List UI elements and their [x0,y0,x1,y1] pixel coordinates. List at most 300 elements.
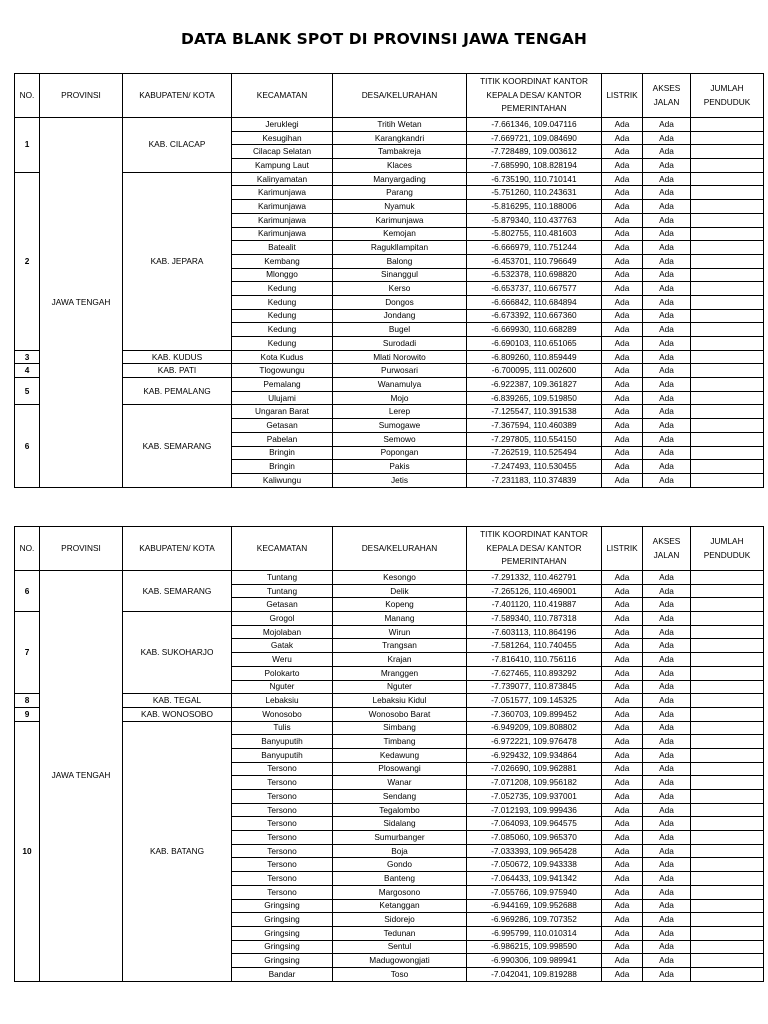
listrik-cell: Ada [602,309,643,323]
listrik-cell: Ada [602,967,643,981]
jumlah-penduduk-cell [691,118,764,132]
desa-cell: Ragukllampitan [333,241,467,255]
kecamatan-cell: Karimunjawa [232,186,333,200]
koordinat-cell: -5.816295, 110.188006 [467,200,602,214]
table-row [15,172,764,186]
akses-jalan-cell: Ada [643,831,691,845]
kecamatan-cell: Kedung [232,295,333,309]
koordinat-cell: -6.453701, 110.796649 [467,254,602,268]
kecamatan-cell: Gringsing [232,926,333,940]
akses-jalan-cell: Ada [643,639,691,653]
jumlah-penduduk-cell [691,432,764,446]
jumlah-penduduk-cell [691,694,764,708]
jumlah-penduduk-cell [691,172,764,186]
akses-jalan-cell: Ada [643,213,691,227]
listrik-cell: Ada [602,172,643,186]
jumlah-penduduk-cell [691,145,764,159]
koordinat-cell: -6.809260, 110.859449 [467,350,602,364]
akses-jalan-cell: Ada [643,872,691,886]
koordinat-cell: -6.990306, 109.989941 [467,954,602,968]
desa-cell: Bugel [333,323,467,337]
kecamatan-cell: Lebaksiu [232,694,333,708]
row-number: 5 [15,378,40,405]
akses-jalan-cell: Ada [643,350,691,364]
kecamatan-cell: Kedung [232,282,333,296]
desa-cell: Margosono [333,885,467,899]
akses-jalan-cell: Ada [643,473,691,487]
desa-cell: Sidorejo [333,913,467,927]
col-listrik-header [602,74,643,118]
akses-jalan-cell: Ada [643,282,691,296]
jumlah-penduduk-cell [691,707,764,721]
kabupaten-cell: KAB. JEPARA [123,172,232,350]
header-text: PROVINSI [61,542,101,553]
desa-cell: Jetis [333,473,467,487]
desa-cell: Popongan [333,446,467,460]
listrik-cell: Ada [602,145,643,159]
blank-spot-table-1 [14,73,764,488]
koordinat-cell: -6.949209, 109.808802 [467,721,602,735]
table-row [15,378,764,392]
desa-cell: Kopeng [333,598,467,612]
jumlah-penduduk-cell [691,227,764,241]
akses-jalan-cell: Ada [643,241,691,255]
koordinat-cell: -7.589340, 110.787318 [467,612,602,626]
listrik-cell: Ada [602,364,643,378]
jumlah-penduduk-cell [691,899,764,913]
koordinat-cell: -7.739077, 110.873845 [467,680,602,694]
desa-cell: Manyargading [333,172,467,186]
desa-cell: Kemojan [333,227,467,241]
kecamatan-cell: Kedung [232,309,333,323]
desa-cell: Sentul [333,940,467,954]
akses-jalan-cell: Ada [643,186,691,200]
koordinat-cell: -6.922387, 109.361827 [467,378,602,392]
listrik-cell: Ada [602,639,643,653]
listrik-cell: Ada [602,186,643,200]
koordinat-cell: -7.816410, 110.756116 [467,653,602,667]
listrik-cell: Ada [602,350,643,364]
kecamatan-cell: Cilacap Selatan [232,145,333,159]
col-no-header [15,527,40,571]
header-text: JALAN [653,549,680,560]
akses-jalan-cell: Ada [643,790,691,804]
kecamatan-cell: Weru [232,653,333,667]
kabupaten-cell: KAB. PATI [123,364,232,378]
kabupaten-cell: KAB. WONOSOBO [123,707,232,721]
header-text: KECAMATAN [256,542,308,553]
akses-jalan-cell: Ada [643,762,691,776]
listrik-cell: Ada [602,625,643,639]
listrik-cell: Ada [602,926,643,940]
jumlah-penduduk-cell [691,954,764,968]
akses-jalan-cell: Ada [643,913,691,927]
kecamatan-cell: Tersono [232,762,333,776]
header-text: DESA/KELURAHAN [361,542,438,553]
listrik-cell: Ada [602,735,643,749]
koordinat-cell: -7.360703, 109.899452 [467,707,602,721]
akses-jalan-cell: Ada [643,598,691,612]
koordinat-cell: -7.367594, 110.460389 [467,419,602,433]
desa-cell: Karangkandri [333,131,467,145]
header-text: PEMERINTAHAN [501,556,567,567]
desa-cell: Plosowangi [333,762,467,776]
table-row [15,707,764,721]
desa-cell: Parang [333,186,467,200]
kecamatan-cell: Grogol [232,612,333,626]
listrik-cell: Ada [602,762,643,776]
akses-jalan-cell: Ada [643,612,691,626]
koordinat-cell: -7.262519, 110.525494 [467,446,602,460]
kecamatan-cell: Ulujami [232,391,333,405]
listrik-cell: Ada [602,817,643,831]
header-text: KEPALA DESA/ KANTOR [486,89,582,100]
jumlah-penduduk-cell [691,844,764,858]
koordinat-cell: -7.033393, 109.965428 [467,844,602,858]
listrik-cell: Ada [602,323,643,337]
listrik-cell: Ada [602,790,643,804]
listrik-cell: Ada [602,776,643,790]
koordinat-cell: -6.969286, 109.707352 [467,913,602,927]
koordinat-cell: -6.995799, 110.010314 [467,926,602,940]
koordinat-cell: -6.673392, 110.667360 [467,309,602,323]
listrik-cell: Ada [602,707,643,721]
jumlah-penduduk-cell [691,350,764,364]
koordinat-cell: -7.125547, 110.391538 [467,405,602,419]
koordinat-cell: -6.666979, 110.751244 [467,241,602,255]
header-text: KABUPATEN/ KOTA [139,542,215,553]
listrik-cell: Ada [602,885,643,899]
table-row [15,350,764,364]
kecamatan-cell: Mlonggo [232,268,333,282]
jumlah-penduduk-cell [691,885,764,899]
kecamatan-cell: Gringsing [232,940,333,954]
jumlah-penduduk-cell [691,612,764,626]
listrik-cell: Ada [602,598,643,612]
jumlah-penduduk-cell [691,817,764,831]
listrik-cell: Ada [602,118,643,132]
listrik-cell: Ada [602,213,643,227]
listrik-cell: Ada [602,446,643,460]
header-text: PEMERINTAHAN [501,103,567,114]
kecamatan-cell: Bringin [232,446,333,460]
akses-jalan-cell: Ada [643,419,691,433]
kecamatan-cell: Kalinyamatan [232,172,333,186]
jumlah-penduduk-cell [691,913,764,927]
akses-jalan-cell: Ada [643,721,691,735]
desa-cell: Tegalombo [333,803,467,817]
desa-cell: Nguter [333,680,467,694]
koordinat-cell: -7.051577, 109.145325 [467,694,602,708]
desa-cell: Krajan [333,653,467,667]
jumlah-penduduk-cell [691,776,764,790]
jumlah-penduduk-cell [691,446,764,460]
jumlah-penduduk-cell [691,364,764,378]
col-kecamatan-header [232,74,333,118]
table-row [15,694,764,708]
koordinat-cell: -5.879340, 110.437763 [467,213,602,227]
jumlah-penduduk-cell [691,473,764,487]
akses-jalan-cell: Ada [643,145,691,159]
kecamatan-cell: Banyuputih [232,748,333,762]
kecamatan-cell: Bandar [232,967,333,981]
desa-cell: Ketanggan [333,899,467,913]
kabupaten-cell: KAB. PEMALANG [123,378,232,405]
desa-cell: Timbang [333,735,467,749]
desa-cell: Nyamuk [333,200,467,214]
col-jumlah-penduduk-header [691,74,764,118]
header-text: AKSES [652,536,681,546]
desa-cell: Mranggen [333,666,467,680]
header-text: AKSES [652,83,681,93]
akses-jalan-cell: Ada [643,858,691,872]
kecamatan-cell: Mojolaban [232,625,333,639]
koordinat-cell: -7.085060, 109.965370 [467,831,602,845]
desa-cell: Toso [333,967,467,981]
table-row [15,612,764,626]
kecamatan-cell: Tersono [232,831,333,845]
kecamatan-cell: Wonosobo [232,707,333,721]
akses-jalan-cell: Ada [643,200,691,214]
kecamatan-cell: Ungaran Barat [232,405,333,419]
jumlah-penduduk-cell [691,323,764,337]
table-row [15,405,764,419]
desa-cell: Lebaksiu Kidul [333,694,467,708]
jumlah-penduduk-cell [691,268,764,282]
listrik-cell: Ada [602,227,643,241]
jumlah-penduduk-cell [691,571,764,585]
kecamatan-cell: Gatak [232,639,333,653]
koordinat-cell: -7.603113, 110.864196 [467,625,602,639]
listrik-cell: Ada [602,200,643,214]
koordinat-cell: -7.401120, 110.419887 [467,598,602,612]
header-text: TITIK KOORDINAT KANTOR [480,529,588,540]
table-row [15,721,764,735]
kecamatan-cell: Tersono [232,844,333,858]
row-number: 10 [15,721,40,981]
koordinat-cell: -5.751260, 110.243631 [467,186,602,200]
col-desa-header [333,527,467,571]
listrik-cell: Ada [602,254,643,268]
header-text: NO. [19,542,35,553]
kecamatan-cell: Banyuputih [232,735,333,749]
desa-cell: Sinanggul [333,268,467,282]
jumlah-penduduk-cell [691,186,764,200]
kecamatan-cell: Kesugihan [232,131,333,145]
listrik-cell: Ada [602,241,643,255]
kecamatan-cell: Gringsing [232,954,333,968]
header-text: LISTRIK [606,89,638,100]
akses-jalan-cell: Ada [643,118,691,132]
koordinat-cell: -7.728489, 109.003612 [467,145,602,159]
listrik-cell: Ada [602,694,643,708]
kecamatan-cell: Karimunjawa [232,227,333,241]
jumlah-penduduk-cell [691,721,764,735]
header-text: NO. [19,89,35,100]
col-jumlah-penduduk-header [691,527,764,571]
col-akses-jalan-header [643,74,691,118]
desa-cell: Boja [333,844,467,858]
desa-cell: Balong [333,254,467,268]
desa-cell: Klaces [333,159,467,173]
kabupaten-cell: KAB. CILACAP [123,118,232,173]
kecamatan-cell: Nguter [232,680,333,694]
jumlah-penduduk-cell [691,790,764,804]
listrik-cell: Ada [602,612,643,626]
koordinat-cell: -6.986215, 109.998590 [467,940,602,954]
koordinat-cell: -7.064093, 109.964575 [467,817,602,831]
desa-cell: Manang [333,612,467,626]
koordinat-cell: -7.661346, 109.047116 [467,118,602,132]
kecamatan-cell: Tersono [232,885,333,899]
desa-cell: Delik [333,584,467,598]
kecamatan-cell: Tersono [232,776,333,790]
kecamatan-cell: Tuntang [232,571,333,585]
jumlah-penduduk-cell [691,378,764,392]
jumlah-penduduk-cell [691,967,764,981]
listrik-cell: Ada [602,405,643,419]
col-listrik-header [602,527,643,571]
jumlah-penduduk-cell [691,200,764,214]
desa-cell: Sidalang [333,817,467,831]
col-kabupaten-header [123,527,232,571]
jumlah-penduduk-cell [691,584,764,598]
row-number: 7 [15,612,40,694]
jumlah-penduduk-cell [691,598,764,612]
desa-cell: Wanamulya [333,378,467,392]
listrik-cell: Ada [602,295,643,309]
listrik-cell: Ada [602,337,643,351]
kecamatan-cell: Kembang [232,254,333,268]
col-titik-koordinat-header [467,527,602,571]
kecamatan-cell: Jeruklegi [232,118,333,132]
koordinat-cell: -7.064433, 109.941342 [467,872,602,886]
listrik-cell: Ada [602,159,643,173]
kecamatan-cell: Gringsing [232,913,333,927]
desa-cell: Pakis [333,460,467,474]
akses-jalan-cell: Ada [643,625,691,639]
desa-cell: Purwosari [333,364,467,378]
jumlah-penduduk-cell [691,735,764,749]
koordinat-cell: -6.669930, 110.668289 [467,323,602,337]
desa-cell: Tambakreja [333,145,467,159]
akses-jalan-cell: Ada [643,899,691,913]
akses-jalan-cell: Ada [643,584,691,598]
koordinat-cell: -6.839265, 109.519850 [467,391,602,405]
kecamatan-cell: Tuntang [232,584,333,598]
listrik-cell: Ada [602,391,643,405]
akses-jalan-cell: Ada [643,885,691,899]
jumlah-penduduk-cell [691,282,764,296]
koordinat-cell: -7.026690, 109.962881 [467,762,602,776]
jumlah-penduduk-cell [691,858,764,872]
kecamatan-cell: Kota Kudus [232,350,333,364]
akses-jalan-cell: Ada [643,776,691,790]
row-number: 4 [15,364,40,378]
jumlah-penduduk-cell [691,762,764,776]
row-number: 2 [15,172,40,350]
kecamatan-cell: Tersono [232,817,333,831]
row-number: 1 [15,118,40,173]
listrik-cell: Ada [602,460,643,474]
desa-cell: Trangsan [333,639,467,653]
akses-jalan-cell: Ada [643,254,691,268]
kecamatan-cell: Tulis [232,721,333,735]
header-text: JUMLAH [710,536,744,546]
page-title: DATA BLANK SPOT DI PROVINSI JAWA TENGAH [181,30,587,48]
jumlah-penduduk-cell [691,405,764,419]
akses-jalan-cell: Ada [643,817,691,831]
header-text: KECAMATAN [256,89,308,100]
jumlah-penduduk-cell [691,926,764,940]
desa-cell: Surodadi [333,337,467,351]
akses-jalan-cell: Ada [643,131,691,145]
kecamatan-cell: Pemalang [232,378,333,392]
desa-cell: Wonosobo Barat [333,707,467,721]
col-kecamatan-header [232,527,333,571]
listrik-cell: Ada [602,653,643,667]
row-number: 6 [15,571,40,612]
akses-jalan-cell: Ada [643,323,691,337]
listrik-cell: Ada [602,858,643,872]
listrik-cell: Ada [602,831,643,845]
col-kabupaten-header [123,74,232,118]
kecamatan-cell: Kedung [232,323,333,337]
akses-jalan-cell: Ada [643,803,691,817]
listrik-cell: Ada [602,419,643,433]
akses-jalan-cell: Ada [643,391,691,405]
desa-cell: Tritih Wetan [333,118,467,132]
akses-jalan-cell: Ada [643,694,691,708]
koordinat-cell: -7.627465, 110.893292 [467,666,602,680]
desa-cell: Sendang [333,790,467,804]
listrik-cell: Ada [602,473,643,487]
col-provinsi-header [40,74,123,118]
desa-cell: Simbang [333,721,467,735]
kecamatan-cell: Tersono [232,790,333,804]
jumlah-penduduk-cell [691,831,764,845]
desa-cell: Kedawung [333,748,467,762]
kecamatan-cell: Karimunjawa [232,200,333,214]
akses-jalan-cell: Ada [643,268,691,282]
listrik-cell: Ada [602,748,643,762]
col-titik-koordinat-header [467,74,602,118]
jumlah-penduduk-cell [691,337,764,351]
koordinat-cell: -6.944169, 109.952688 [467,899,602,913]
row-number: 3 [15,350,40,364]
koordinat-cell: -6.532378, 110.698820 [467,268,602,282]
jumlah-penduduk-cell [691,241,764,255]
desa-cell: Karimunjawa [333,213,467,227]
akses-jalan-cell: Ada [643,680,691,694]
koordinat-cell: -7.247493, 110.530455 [467,460,602,474]
koordinat-cell: -6.666842, 110.684894 [467,295,602,309]
header-text: PENDUDUK [703,549,751,560]
jumlah-penduduk-cell [691,131,764,145]
kabupaten-cell: KAB. TEGAL [123,694,232,708]
listrik-cell: Ada [602,844,643,858]
akses-jalan-cell: Ada [643,446,691,460]
listrik-cell: Ada [602,378,643,392]
col-provinsi-header [40,527,123,571]
kecamatan-cell: Getasan [232,419,333,433]
jumlah-penduduk-cell [691,803,764,817]
koordinat-cell: -7.291332, 110.462791 [467,571,602,585]
desa-cell: Sumogawe [333,419,467,433]
desa-cell: Gondo [333,858,467,872]
akses-jalan-cell: Ada [643,748,691,762]
blank-spot-table-2 [14,526,764,982]
